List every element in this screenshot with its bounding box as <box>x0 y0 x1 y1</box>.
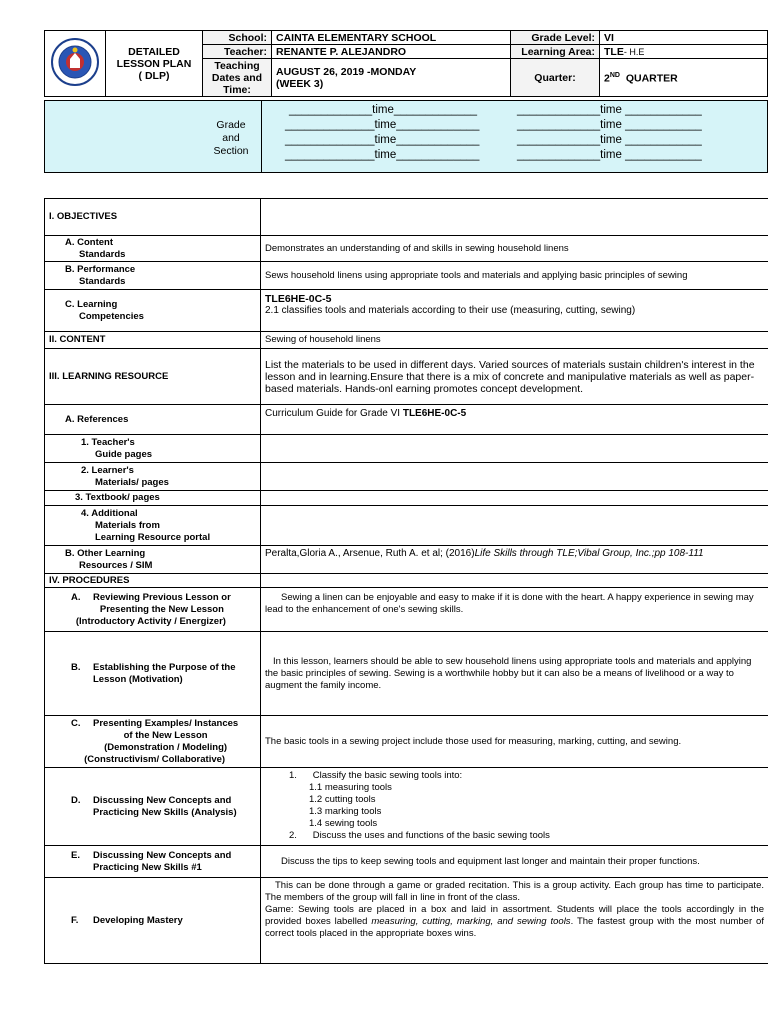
learners-materials-label-2: Materials/ pages <box>95 476 169 488</box>
procedure-a-label-wrap <box>71 592 256 628</box>
procedure-d-item2-text: Discuss the uses and functions of the basic sewing tools <box>312 830 550 841</box>
procedure-a-label-3: (Introductory Activity / Energizer) <box>75 615 226 627</box>
procedure-f-label-wrap <box>71 915 256 927</box>
procedure-f-para2b: measuring, cutting, marking, and sewing tools <box>371 916 571 927</box>
teachers-guide-label-1: 1. Teacher's <box>81 436 135 448</box>
additional-materials-label <box>45 506 261 546</box>
references-text <box>261 405 768 435</box>
procedure-d-sub-3: 1.3 marking tools <box>309 806 382 817</box>
procedure-c-label <box>45 716 261 768</box>
school-value: CAINTA ELEMENTARY SCHOOL <box>272 31 511 45</box>
learning-competencies-label <box>45 290 261 332</box>
table-row <box>45 236 768 262</box>
grade-section-label-1: Grade <box>216 119 246 131</box>
procedure-b-label <box>45 632 261 716</box>
learning-area-value <box>600 45 768 59</box>
procedure-d-label <box>45 768 261 846</box>
procedure-f-letter: F. <box>71 914 79 926</box>
learning-resource-heading: III. LEARNING RESOURCE <box>45 349 261 405</box>
procedure-e-label-2: Practicing New Skills #1 <box>93 861 202 873</box>
other-resources-label-2: Resources / SIM <box>79 559 153 571</box>
procedure-d-label-text <box>93 795 237 819</box>
learning-competencies-label-1: C. Learning <box>65 298 118 310</box>
performance-standards-label <box>45 262 261 290</box>
teachers-guide-value <box>261 435 768 463</box>
procedure-d-label-1: Discussing New Concepts and <box>93 794 232 806</box>
learning-resource-text: List the materials to be used in different days. Varied sources of materials sustain children's interest in the lesson and in learning.Ensure that there is a mix of concrete and manipulative materials as well as paper-based materials. Hands-onl earning promotes concept development. <box>261 349 768 405</box>
grade-section-label-2: and <box>222 132 240 144</box>
content-standards-label <box>45 236 261 262</box>
table-row <box>45 768 768 846</box>
grade-section-label-3: Section <box>213 145 249 157</box>
table-row <box>45 332 768 349</box>
other-resources-label <box>45 546 261 574</box>
procedures-heading: IV. PROCEDURES <box>45 574 261 588</box>
learners-materials-value <box>261 463 768 491</box>
quarter-value <box>600 59 768 97</box>
procedure-c-label-1: Presenting Examples/ Instances <box>93 717 239 729</box>
table-row <box>45 491 768 506</box>
procedure-d-label-wrap <box>71 795 256 819</box>
procedure-c-label-2: of the New Lesson <box>123 729 208 741</box>
schedule-right-1: _____________time ____________ <box>517 104 702 116</box>
procedure-c-letter: C. <box>71 717 81 729</box>
dates-value-1: AUGUST 26, 2019 -MONDAY <box>276 65 417 78</box>
table-row <box>45 405 768 435</box>
content-standards-text: Demonstrates an understanding of and skills in sewing household linens <box>261 236 768 262</box>
procedure-e-label <box>45 846 261 878</box>
procedure-b-text: In this lesson, learners should be able to sew household linens using appropriate tools and materials and applying the basic principles of sewing. Sewing is a worthwhile hobby but it can also be a means of livelihood or a way to augment the family income. <box>261 632 768 716</box>
procedure-b-label-wrap <box>71 662 256 686</box>
table-row <box>45 463 768 491</box>
dates-label-1: Teaching <box>214 59 260 72</box>
procedure-a-label-1: Reviewing Previous Lesson or <box>93 591 231 603</box>
objectives-cell <box>261 199 768 236</box>
content-text: Sewing of household linens <box>261 332 768 349</box>
table-row <box>45 262 768 290</box>
learning-competencies-label-2: Competencies <box>79 310 144 322</box>
table-row <box>45 878 768 964</box>
procedure-b-label-1: Establishing the Purpose of the <box>93 661 236 673</box>
procedure-e-label-1: Discussing New Concepts and <box>93 849 232 861</box>
grade-section-label <box>205 119 257 158</box>
procedure-e-label-wrap <box>71 850 256 874</box>
table-row <box>45 199 768 236</box>
procedure-f-para1: This can be done through a game or graded recitation. This is a group activity. Each group has time to participate. The members of the group will fall in line in front of the class. <box>265 880 764 903</box>
schedule-left-3: ______________time_____________ <box>285 134 480 146</box>
table-row <box>45 716 768 768</box>
grade-level-label: Grade Level: <box>511 31 600 45</box>
procedure-e-text: Discuss the tips to keep sewing tools and equipment last longer and maintain their proper functions. <box>261 846 768 878</box>
table-row <box>45 632 768 716</box>
procedure-e-label-text <box>93 850 231 874</box>
procedure-d-sub-4: 1.4 sewing tools <box>309 818 378 829</box>
dlp-title-line3: ( DLP) <box>138 69 170 82</box>
schedule-right-2: _____________time ____________ <box>517 119 702 131</box>
procedure-a-label-text <box>75 591 231 628</box>
procedure-d-label-2: Practicing New Skills (Analysis) <box>93 806 237 818</box>
dates-label-2: Dates and <box>211 71 263 84</box>
procedure-f-label <box>45 878 261 964</box>
learners-materials-label-1: 2. Learner's <box>81 464 134 476</box>
procedure-d-item1-text: Classify the basic sewing tools into: <box>312 770 463 781</box>
grade-section-box <box>44 100 768 173</box>
dates-value <box>272 59 511 97</box>
content-standards-label-1: A. Content <box>65 236 114 248</box>
procedure-c-label-text <box>84 717 239 766</box>
dlp-title-line1: DETAILED <box>128 45 180 58</box>
lc-code: TLE6HE-0C-5 <box>265 293 332 305</box>
other-resources-title: Life Skills through TLE;Vibal Group, Inc.;pp 108-111 <box>474 548 704 559</box>
teachers-guide-label <box>45 435 261 463</box>
lc-description: 2.1 classifies tools and materials according to their use (measuring, cutting, sewing) <box>265 305 636 316</box>
teacher-label: Teacher: <box>203 45 272 59</box>
other-resources-authors: Peralta,Gloria A., Arsenue, Ruth A. et al; (2016) <box>265 548 475 559</box>
procedure-d-text <box>261 768 768 846</box>
learning-area-main: TLE <box>604 45 624 58</box>
quarter-sup: ND <box>609 72 620 80</box>
other-resources-label-1: B. Other Learning <box>65 547 146 559</box>
learning-competencies-text <box>261 290 768 332</box>
quarter-text: QUARTER <box>625 72 678 85</box>
procedure-a-label <box>45 588 261 632</box>
schedule-left-1: _____________time_____________ <box>289 104 478 116</box>
learners-materials-label <box>45 463 261 491</box>
procedure-d-sub-1: 1.1 measuring tools <box>309 782 392 793</box>
procedure-b-label-2: Lesson (Motivation) <box>93 673 183 685</box>
procedure-d-item2: 2. Discuss the uses and functions of the basic sewing tools <box>289 830 550 841</box>
learning-area-sub: - H.E <box>623 46 645 57</box>
additional-materials-label-3: Learning Resource portal <box>95 531 211 543</box>
table-row <box>45 290 768 332</box>
references-label: A. References <box>45 405 261 435</box>
dlp-title <box>106 31 203 97</box>
procedure-f-para2 <box>265 904 764 940</box>
procedure-c-label-wrap <box>71 718 256 766</box>
textbook-value <box>261 491 768 506</box>
table-row <box>45 846 768 878</box>
performance-standards-text: Sews household linens using appropriate tools and materials and applying basic principles of sewing <box>261 262 768 290</box>
quarter-num: 2 <box>604 72 610 85</box>
references-guide: Curriculum Guide for Grade VI <box>265 408 401 419</box>
performance-standards-label-1: B. Performance <box>65 263 136 275</box>
table-row <box>45 435 768 463</box>
dates-label <box>203 59 272 97</box>
learning-area-label: Learning Area: <box>511 45 600 59</box>
dates-value-2: (WEEK 3) <box>276 77 324 90</box>
procedure-a-text: Sewing a linen can be enjoyable and easy to make if it is done with the heart. A happy experience in sewing may lead to the enhancement of one's sewing skills. <box>261 588 768 632</box>
references-code: TLE6HE-0C-5 <box>402 408 467 419</box>
dates-label-3: Time: <box>223 83 251 96</box>
table-row <box>45 349 768 405</box>
school-label: School: <box>203 31 272 45</box>
additional-materials-value <box>261 506 768 546</box>
procedure-d-sub-2: 1.2 cutting tools <box>309 794 376 805</box>
procedure-d-item1: 1. Classify the basic sewing tools into: <box>289 770 463 781</box>
procedure-a-label-2: Presenting the New Lesson <box>99 603 224 615</box>
procedure-a-letter: A. <box>71 591 81 603</box>
procedures-cell <box>261 574 768 588</box>
lesson-plan-table <box>44 198 768 964</box>
performance-standards-label-2: Standards <box>79 275 126 287</box>
procedure-c-label-3: (Demonstration / Modeling) <box>104 741 228 753</box>
procedure-f-label-text: Developing Mastery <box>93 914 183 926</box>
quarter-label: Quarter: <box>511 59 600 97</box>
table-row <box>45 506 768 546</box>
objectives-heading: I. OBJECTIVES <box>45 199 261 236</box>
deped-seal-logo <box>50 37 100 87</box>
procedure-c-text: The basic tools in a sewing project include those used for measuring, marking, cutting, and sewing. <box>261 716 768 768</box>
other-resources-text <box>261 546 768 574</box>
procedure-c-label-4: (Constructivism/ Collaborative) <box>84 753 226 765</box>
grade-level-value: VI <box>600 31 768 45</box>
procedure-f-text <box>261 878 768 964</box>
procedure-e-letter: E. <box>71 849 80 861</box>
table-row <box>45 574 768 588</box>
header-table <box>44 30 768 97</box>
schedule-right-3: _____________time ____________ <box>517 134 702 146</box>
procedure-f-para2a: Game: Sewing tools are placed in a box and laid in assortment. Students will place the tools accordingly in the provided boxes labelled <box>265 904 764 927</box>
table-row <box>45 588 768 632</box>
table-row <box>45 546 768 574</box>
deped-seal-cell <box>45 31 106 97</box>
content-standards-label-2: Standards <box>79 248 126 260</box>
schedule-left-2: ______________time_____________ <box>285 119 480 131</box>
procedure-b-letter: B. <box>71 661 81 673</box>
content-heading: II. CONTENT <box>45 332 261 349</box>
procedure-f-para2c: . The fastest group with the most number of correct tools placed in the appropriate boxes wins. <box>265 916 764 939</box>
textbook-label: 3. Textbook/ pages <box>45 491 261 506</box>
teachers-guide-label-2: Guide pages <box>95 448 153 460</box>
schedule-left-4: ______________time_____________ <box>285 149 480 161</box>
teacher-value: RENANTE P. ALEJANDRO <box>272 45 511 59</box>
procedure-b-label-text <box>93 662 236 686</box>
additional-materials-label-2: Materials from <box>95 519 160 531</box>
schedule-right-4: _____________time ____________ <box>517 149 702 161</box>
grade-section-divider <box>261 101 262 172</box>
additional-materials-label-1: 4. Additional <box>81 507 138 519</box>
procedure-d-letter: D. <box>71 794 81 806</box>
dlp-title-line2: LESSON PLAN <box>116 57 192 70</box>
